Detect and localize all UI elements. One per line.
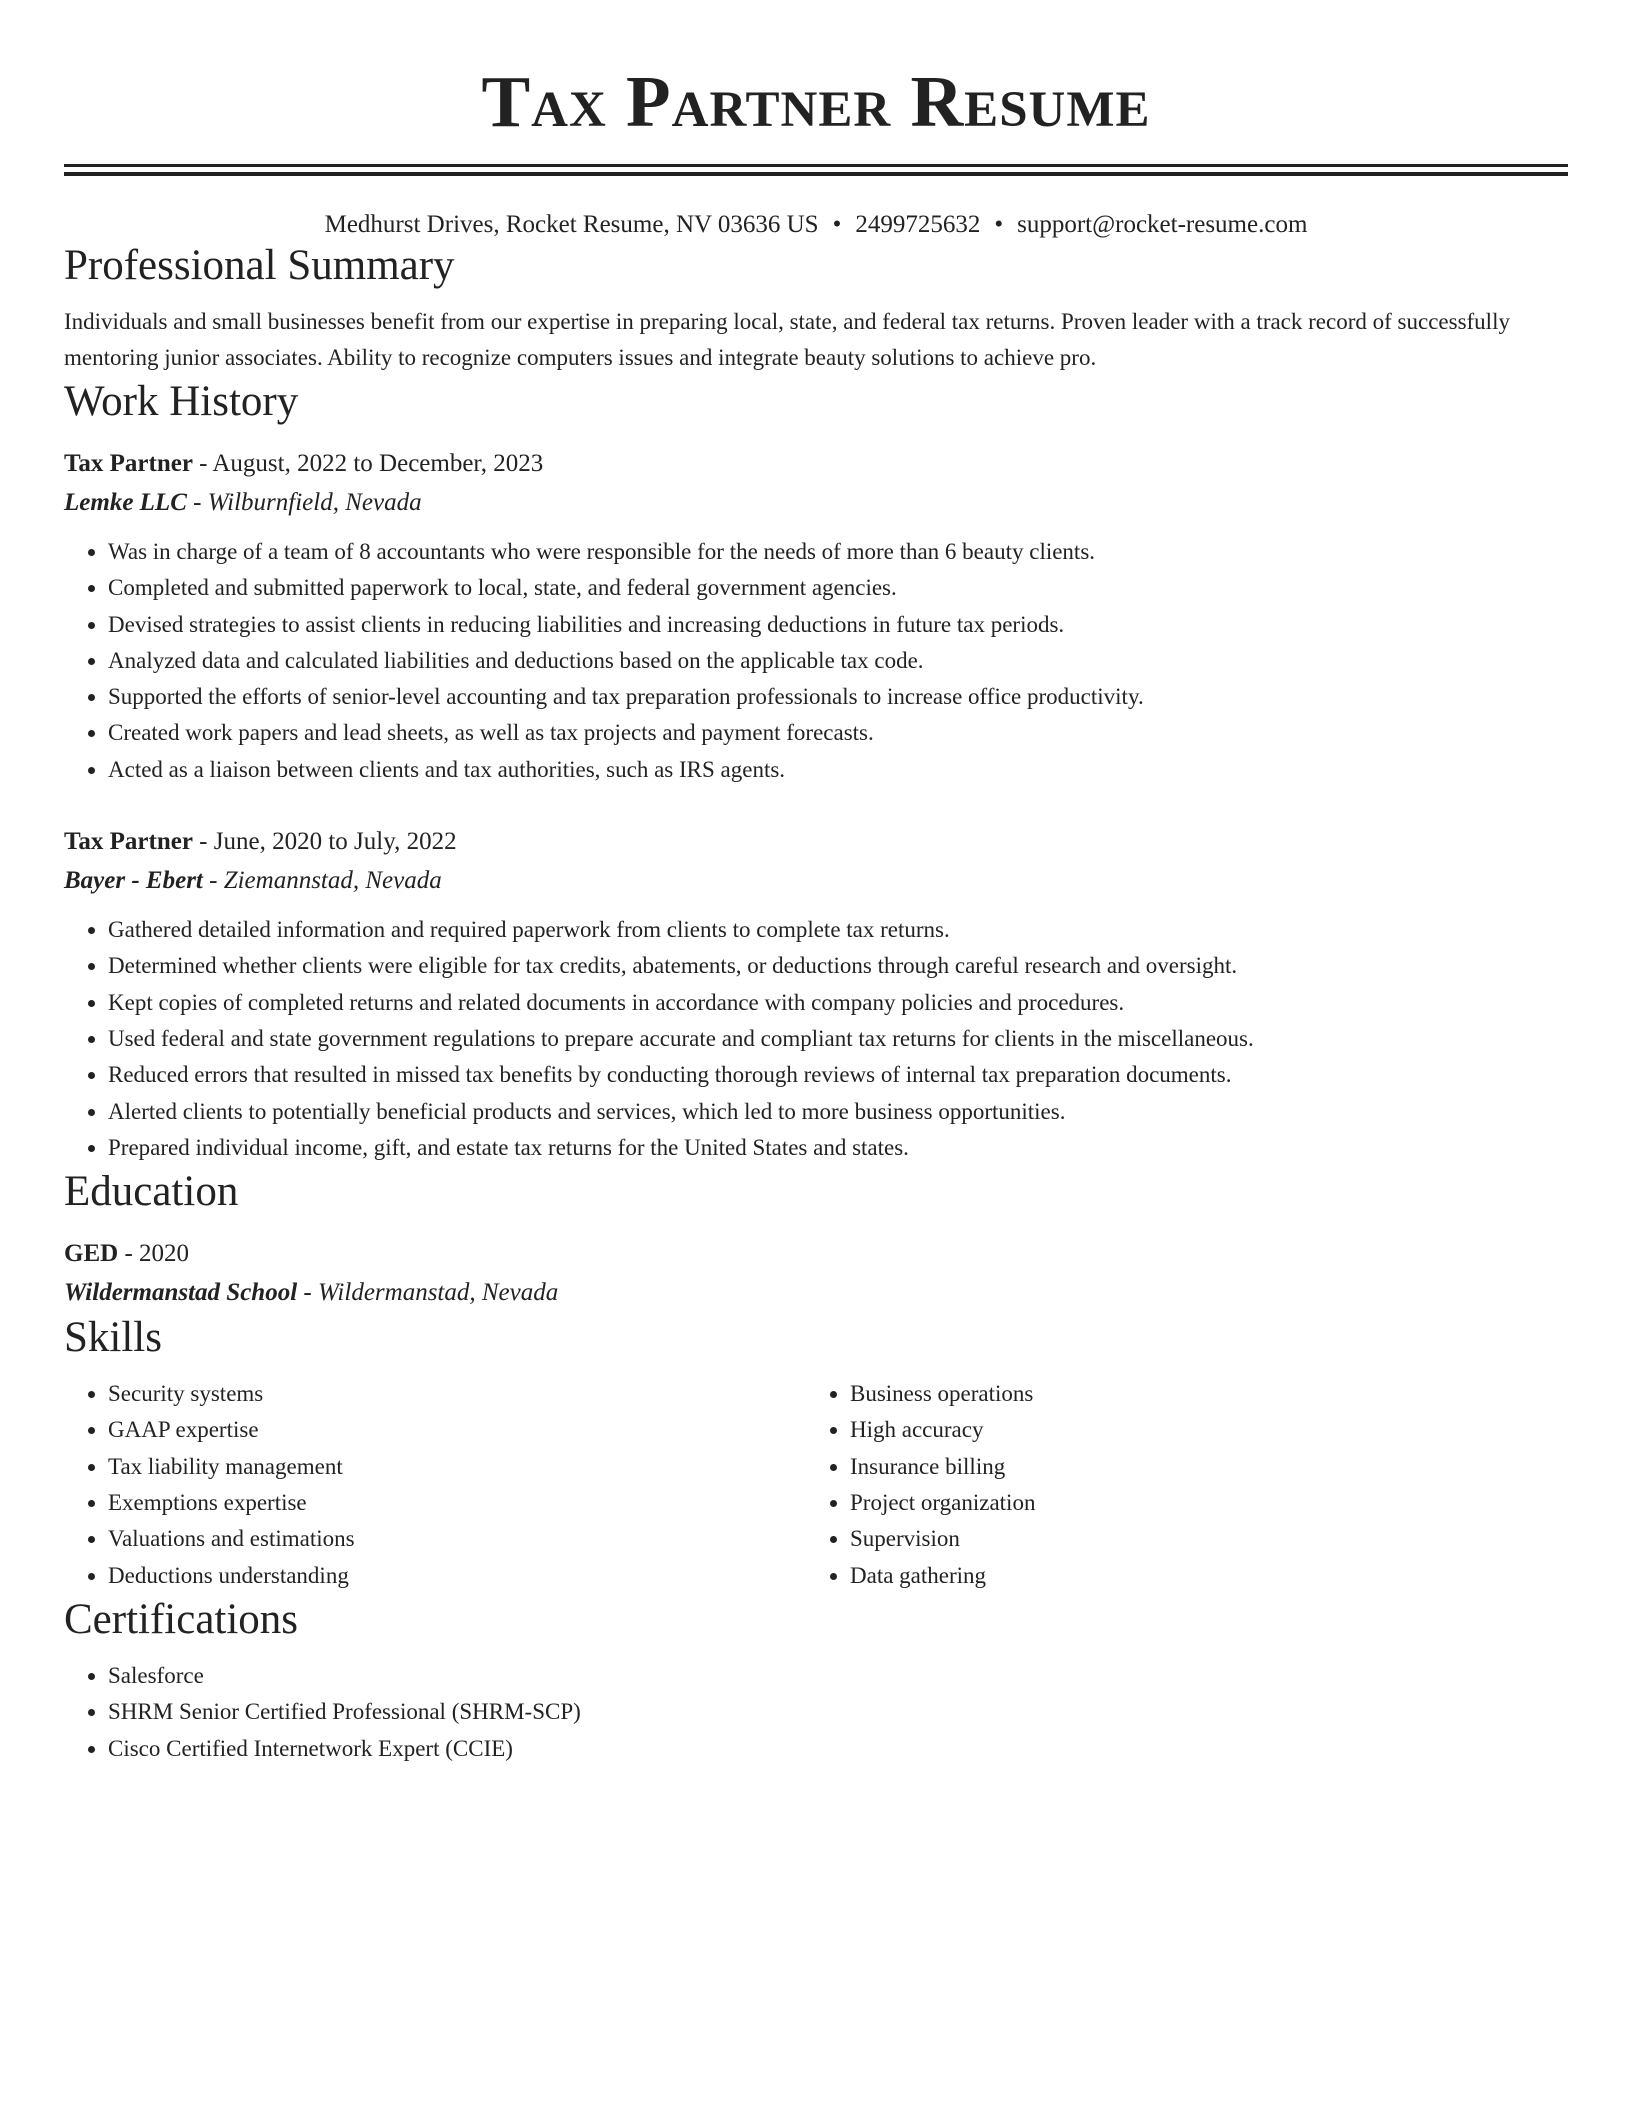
education-heading: Education xyxy=(64,1168,239,1216)
skills-list-right xyxy=(806,1376,1548,1594)
skill-item: • High accuracy xyxy=(850,1412,1548,1448)
skills-heading: Skills xyxy=(64,1314,162,1362)
certifications-heading: Certifications xyxy=(64,1595,299,1643)
job-duty: • Prepared individual income, gift, and estate tax returns for the United States and states. xyxy=(108,1130,1568,1166)
contact-phone: 2499725632 xyxy=(855,211,981,238)
job-duties-list xyxy=(64,534,1568,788)
job-title-line xyxy=(64,822,1568,861)
contact-separator: • xyxy=(832,211,842,238)
job-duty: • Alerted clients to potentially beneficial products and services, which led to more business opportunities. xyxy=(108,1094,1568,1130)
skill-item: • Security systems xyxy=(108,1376,806,1412)
title-divider xyxy=(64,164,1568,176)
job-duty: • Devised strategies to assist clients in reducing liabilities and increasing deductions in future tax periods. xyxy=(108,607,1568,643)
contact-separator: • xyxy=(994,211,1004,238)
summary-heading: Professional Summary xyxy=(64,242,455,289)
contact-email: support@rocket-resume.com xyxy=(1017,211,1308,238)
skill-item: • Data gathering xyxy=(850,1558,1548,1594)
job-location: - Wilburnfield, Nevada xyxy=(186,489,422,516)
skill-item: • GAAP expertise xyxy=(108,1412,806,1448)
job-duty: • Completed and submitted paperwork to local, state, and federal government agencies. xyxy=(108,570,1568,606)
skill-item: • Valuations and estimations xyxy=(108,1521,806,1557)
skills-grid xyxy=(64,1376,1568,1594)
skill-item: • Insurance billing xyxy=(850,1449,1548,1485)
job-duty: • Determined whether clients were eligible for tax credits, abatements, or deductions through careful research and oversight. xyxy=(108,948,1568,984)
job-company-line xyxy=(64,861,1568,900)
job-duty: • Supported the efforts of senior-level accounting and tax preparation professionals to increase office productivity. xyxy=(108,679,1568,715)
job-dates: - June, 2020 to July, 2022 xyxy=(192,828,457,856)
job-duty: • Was in charge of a team of 8 accountants who were responsible for the needs of more than 6 beauty clients. xyxy=(108,534,1568,570)
skill-item: • Supervision xyxy=(850,1521,1548,1557)
job-duty: • Kept copies of completed returns and related documents in accordance with company policies and procedures. xyxy=(108,985,1568,1021)
job-duty: • Analyzed data and calculated liabilities and deductions based on the applicable tax code. xyxy=(108,643,1568,679)
job-duty: • Acted as a liaison between clients and tax authorities, such as IRS agents. xyxy=(108,752,1568,788)
certifications-list xyxy=(64,1658,1568,1767)
job-role: Tax Partner xyxy=(64,828,193,856)
job-dates: - August, 2022 to December, 2023 xyxy=(192,450,544,477)
skill-item: • Exemptions expertise xyxy=(108,1485,806,1521)
job-entry xyxy=(64,444,1568,788)
job-duty: • Gathered detailed information and required paperwork from clients to complete tax returns. xyxy=(108,912,1568,948)
skill-item: • Business operations xyxy=(850,1376,1548,1412)
job-company: Lemke LLC xyxy=(64,489,187,516)
resume-title: Tax Partner Resume xyxy=(481,61,1151,142)
job-duty: • Used federal and state government regulations to prepare accurate and compliant tax returns for clients in the miscellaneous. xyxy=(108,1021,1568,1057)
skill-item: • Deductions understanding xyxy=(108,1558,806,1594)
job-duty: • Created work papers and lead sheets, as well as tax projects and payment forecasts. xyxy=(108,715,1568,751)
work-history-heading: Work History xyxy=(64,378,299,425)
job-title-line xyxy=(64,444,1568,483)
skill-item: • Project organization xyxy=(850,1485,1548,1521)
job-duties-list xyxy=(64,912,1568,1166)
job-role: Tax Partner xyxy=(64,450,193,477)
skill-item: • Tax liability management xyxy=(108,1449,806,1485)
job-entry xyxy=(64,822,1568,1166)
job-location: - Ziemannstad, Nevada xyxy=(202,867,442,895)
contact-line xyxy=(64,210,1568,240)
education-school: Wildermanstad School xyxy=(64,1279,298,1307)
contact-address: Medhurst Drives, Rocket Resume, NV 03636 US xyxy=(324,211,819,238)
job-company: Bayer - Ebert xyxy=(64,867,203,895)
education-year: - 2020 xyxy=(118,1240,190,1268)
certification-item: • Salesforce xyxy=(108,1658,1568,1694)
education-location: - Wildermanstad, Nevada xyxy=(297,1279,559,1307)
certification-item: • Cisco Certified Internetwork Expert (CCIE) xyxy=(108,1731,1568,1767)
job-duty: • Reduced errors that resulted in missed tax benefits by conducting thorough reviews of internal tax preparation documents. xyxy=(108,1057,1568,1093)
skills-list-left xyxy=(64,1376,806,1594)
education-school-line xyxy=(64,1273,1568,1312)
summary-text: Individuals and small businesses benefit from our expertise in preparing local, state, and federal tax returns. Proven leader with a track record of successfully mentoring junior associates. Ability to recognize computers issues and integrate beauty solutions to achieve pro. xyxy=(64,309,1510,370)
education-degree-line xyxy=(64,1234,1568,1273)
education-entry xyxy=(64,1234,1568,1312)
education-degree: GED xyxy=(64,1240,119,1268)
certification-item: • SHRM Senior Certified Professional (SHRM-SCP) xyxy=(108,1694,1568,1730)
job-company-line xyxy=(64,483,1568,522)
